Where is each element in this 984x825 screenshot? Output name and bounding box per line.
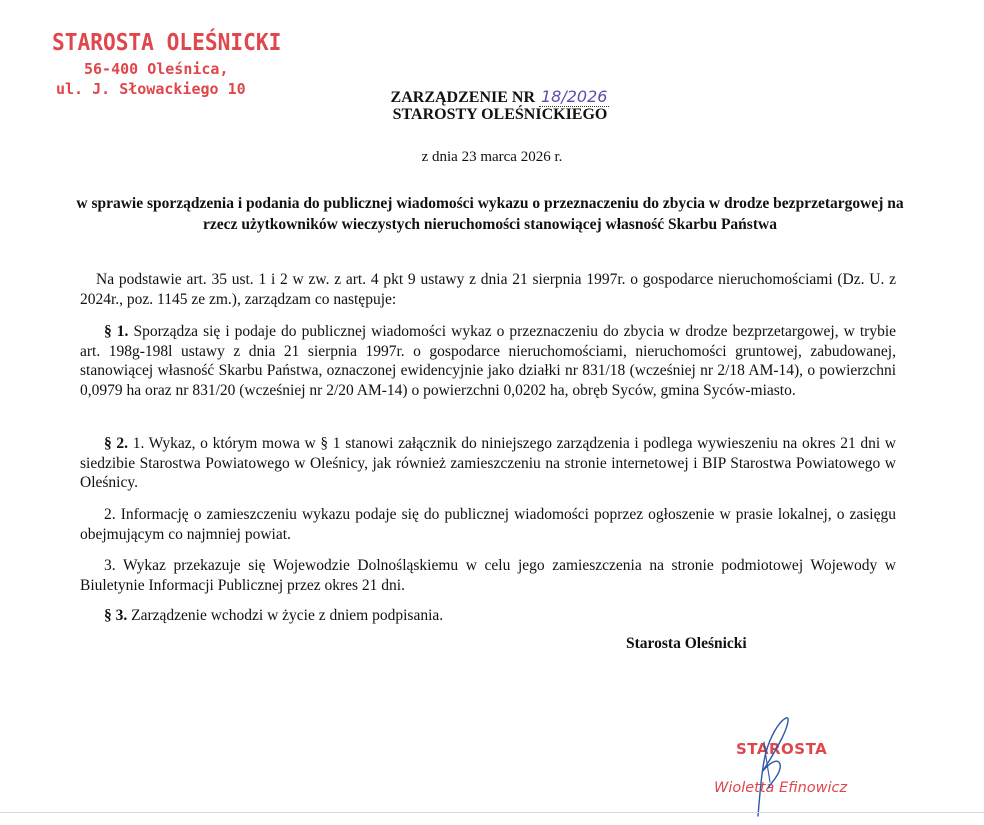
legal-basis-paragraph: Na podstawie art. 35 ust. 1 i 2 w zw. z art. 4 pkt 9 ustawy z dnia 21 sierpnia 1997r. o gospodarce nieruchomościami (Dz. U. z 2024r., poz. 1145 ze zm.), zarządzam co następuje: <box>80 271 896 308</box>
page-bottom-divider <box>0 812 984 813</box>
section-1 <box>80 322 896 400</box>
ordinance-subject: w sprawie sporządzenia i podania do publicznej wiadomości wykazu o przeznaczeniu do zbycia w drodze bezprzetargowej na rzecz użytkowników wieczystych nieruchomości stanowiącej własność Skarbu Państwa <box>76 195 904 233</box>
handwritten-signature <box>700 712 880 822</box>
signature-block <box>700 712 880 822</box>
signature-stamp-title: STAROSTA <box>736 740 828 758</box>
stamp-line-2: 56-400 Oleśnica, <box>84 60 229 78</box>
section-2-point-1 <box>80 434 896 493</box>
section-2-point-2: 2. Informację o zamieszczeniu wykazu podaje się do publicznej wiadomości poprzez ogłoszenie w prasie lokalnej, o zasięgu obejmującym co najmniej powiat. <box>80 506 896 543</box>
office-stamp <box>52 30 282 98</box>
section-2-point-1-text: 1. Wykaz, o którym mowa w § 1 stanowi załącznik do niniejszego zarządzenia i podlega wywieszeniu na okres 21 dni w siedzibie Starostwa Powiatowego w Oleśnicy, jak również zamieszczeniu na stronie internetowej i BIP Starostwa Powiatowego w Oleśnicy. <box>80 435 897 491</box>
section-1-label: § 1. <box>104 323 129 340</box>
title-prefix: ZARZĄDZENIE NR <box>390 89 535 106</box>
ordinance-issuer: STAROSTY OLEŚNICKIEGO <box>392 106 608 123</box>
stamp-line-1: STAROSTA OLEŚNICKI <box>52 30 282 56</box>
section-2-label: § 2. <box>104 435 129 452</box>
ordinance-number: 18/2026 <box>541 87 608 106</box>
stamp-line-3: ul. J. Słowackiego 10 <box>56 80 246 98</box>
section-3-label: § 3. <box>104 607 128 624</box>
signature-stamp-name: Wioletta Efinowicz <box>714 780 848 796</box>
section-3 <box>80 606 896 626</box>
section-1-text: Sporządza się i podaje do publicznej wiadomości wykaz o przeznaczeniu do zbycia w drodze bezprzetargowej, w trybie art. 198g-198l ustawy z dnia 21 sierpnia 1997r. o gospodarce nieruchomościami, nieruchomości gruntowej, zabudowanej, stanowiącej własność Skarbu Państwa, oznaczonej ewidencyjnie jako działki nr 831/18 (wcześniej nr 2/18 AM-14), o powierzchni 0,0979 ha oraz nr 831/20 (wcześniej nr 2/20 AM-14) o powierzchni 0,0202 ha, obręb Syców, gmina Syców-miasto. <box>80 323 897 399</box>
section-2-point-3: 3. Wykaz przekazuje się Wojewodzie Dolnośląskiemu w celu jego zamieszczenia na stronie podmiotowej Wojewody w Biuletynie Informacji Publicznej przez okres 21 dni. <box>80 557 896 594</box>
signer-title: Starosta Oleśnicki <box>626 635 747 652</box>
ordinance-title <box>300 87 700 107</box>
section-3-text: Zarządzenie wchodzi w życie z dniem podpisania. <box>131 607 444 624</box>
ordinance-date: z dnia 23 marca 2026 r. <box>421 149 563 165</box>
